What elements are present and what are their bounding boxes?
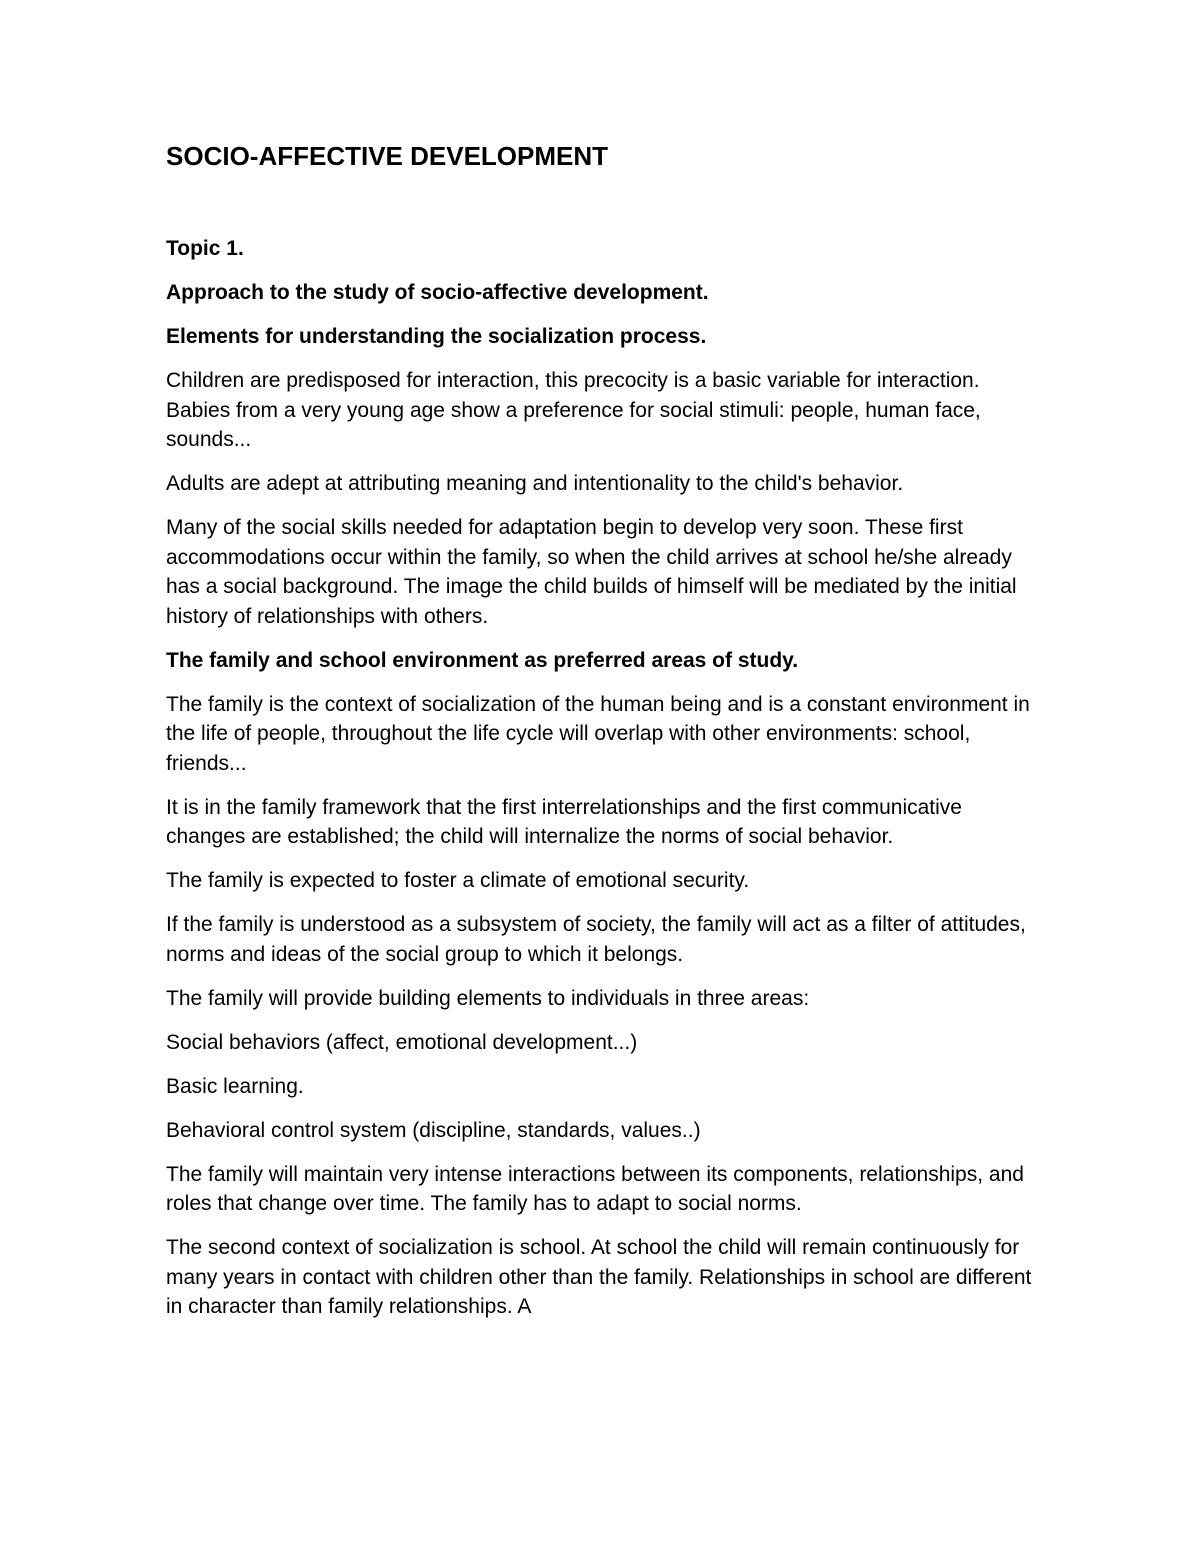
subsection-heading: Elements for understanding the socialization process.: [166, 325, 707, 348]
body-paragraph: The family will provide building elements to individuals in three areas:: [166, 986, 810, 1010]
body-paragraph: Many of the social skills needed for adaptation begin to develop very soon. These first accommodations occur within the family, so when the child arrives at school he/she already has a social background. The image the child builds of himself will be mediated by the initial history of relationships with others.: [166, 516, 1017, 628]
body-paragraph: The family will maintain very intense interactions between its components, relationships, and roles that change over time. The family has to adapt to social norms.: [166, 1162, 1024, 1215]
body-paragraph: If the family is understood as a subsystem of society, the family will act as a filter of attitudes, norms and ideas of the social group to which it belongs.: [166, 913, 1026, 966]
document-body: [166, 234, 1046, 1336]
document-title: SOCIO-AFFECTIVE DEVELOPMENT: [166, 141, 609, 171]
list-line: Social behaviors (affect, emotional development...): [166, 1030, 638, 1054]
list-line: Behavioral control system (discipline, standards, values..): [166, 1118, 701, 1142]
list-line: Basic learning.: [166, 1074, 304, 1098]
body-paragraph: The second context of socialization is school. At school the child will remain continuously for many years in contact with children other than the family. Relationships in school are different in character than family relationships. A: [166, 1236, 1032, 1318]
body-paragraph: The family is the context of socialization of the human being and is a constant environment in the life of people, throughout the life cycle will overlap with other environments: school, friends...: [166, 692, 1030, 775]
body-paragraph: It is in the family framework that the first interrelationships and the first communicative changes are established; the child will internalize the norms of social behavior.: [166, 795, 962, 848]
body-paragraph: Children are predisposed for interaction, this precocity is a basic variable for interaction. Babies from a very young age show a preference for social stimuli: people, human face, sounds...: [166, 369, 981, 451]
subsection-heading: The family and school environment as preferred areas of study.: [166, 648, 799, 672]
body-paragraph: Adults are adept at attributing meaning and intentionality to the child's behavior.: [166, 472, 904, 495]
topic-heading: Topic 1.: [166, 237, 244, 260]
section-heading: Approach to the study of socio-affective development.: [166, 281, 709, 304]
body-paragraph: The family is expected to foster a climate of emotional security.: [166, 869, 750, 892]
